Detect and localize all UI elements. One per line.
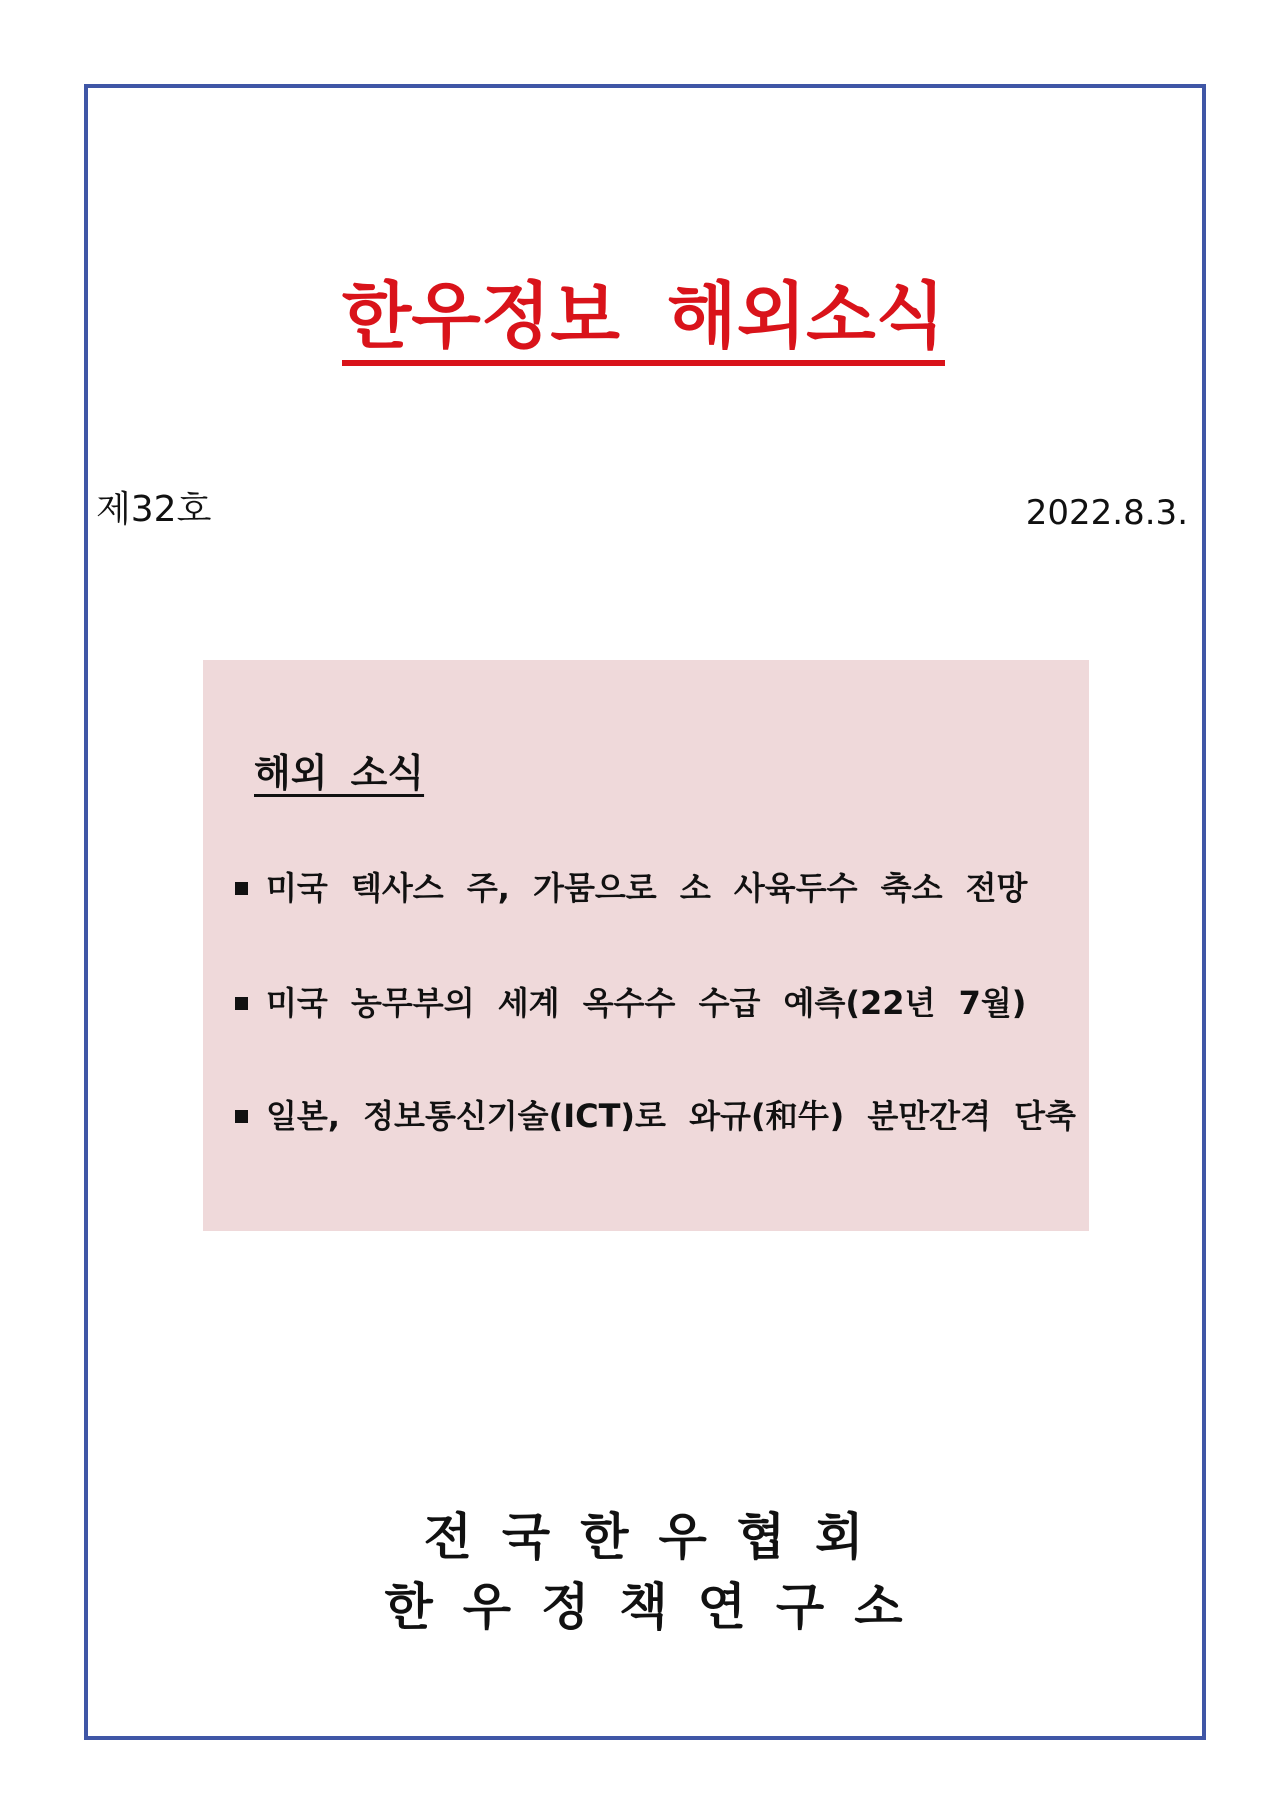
list-item [235,1097,1076,1135]
issue-number: 제32호 [96,489,212,530]
square-bullet-icon [235,997,248,1010]
summary-heading: 해외 소식 [254,751,425,795]
summary-box [203,660,1089,1231]
list-item [235,869,1028,907]
list-item [235,984,1027,1022]
square-bullet-icon [235,882,248,895]
document-title-text: 한우정보 해외소식 [342,280,945,366]
news-item-text: 미국 텍사스 주, 가뭄으로 소 사육두수 축소 전망 [266,869,1028,907]
news-item-text: 일본, 정보통신기술(ICT)로 와규(和牛) 분만간격 단축 [266,1097,1076,1135]
issue-date: 2022.8.3. [1025,493,1188,533]
document-title [0,274,1287,366]
institute-name: 한우정책연구소 [384,1578,933,1636]
organization-name: 전국한우협회 [423,1508,894,1566]
square-bullet-icon [235,1110,248,1123]
news-item-text: 미국 농무부의 세계 옥수수 수급 예측(22년 7월) [266,984,1027,1022]
